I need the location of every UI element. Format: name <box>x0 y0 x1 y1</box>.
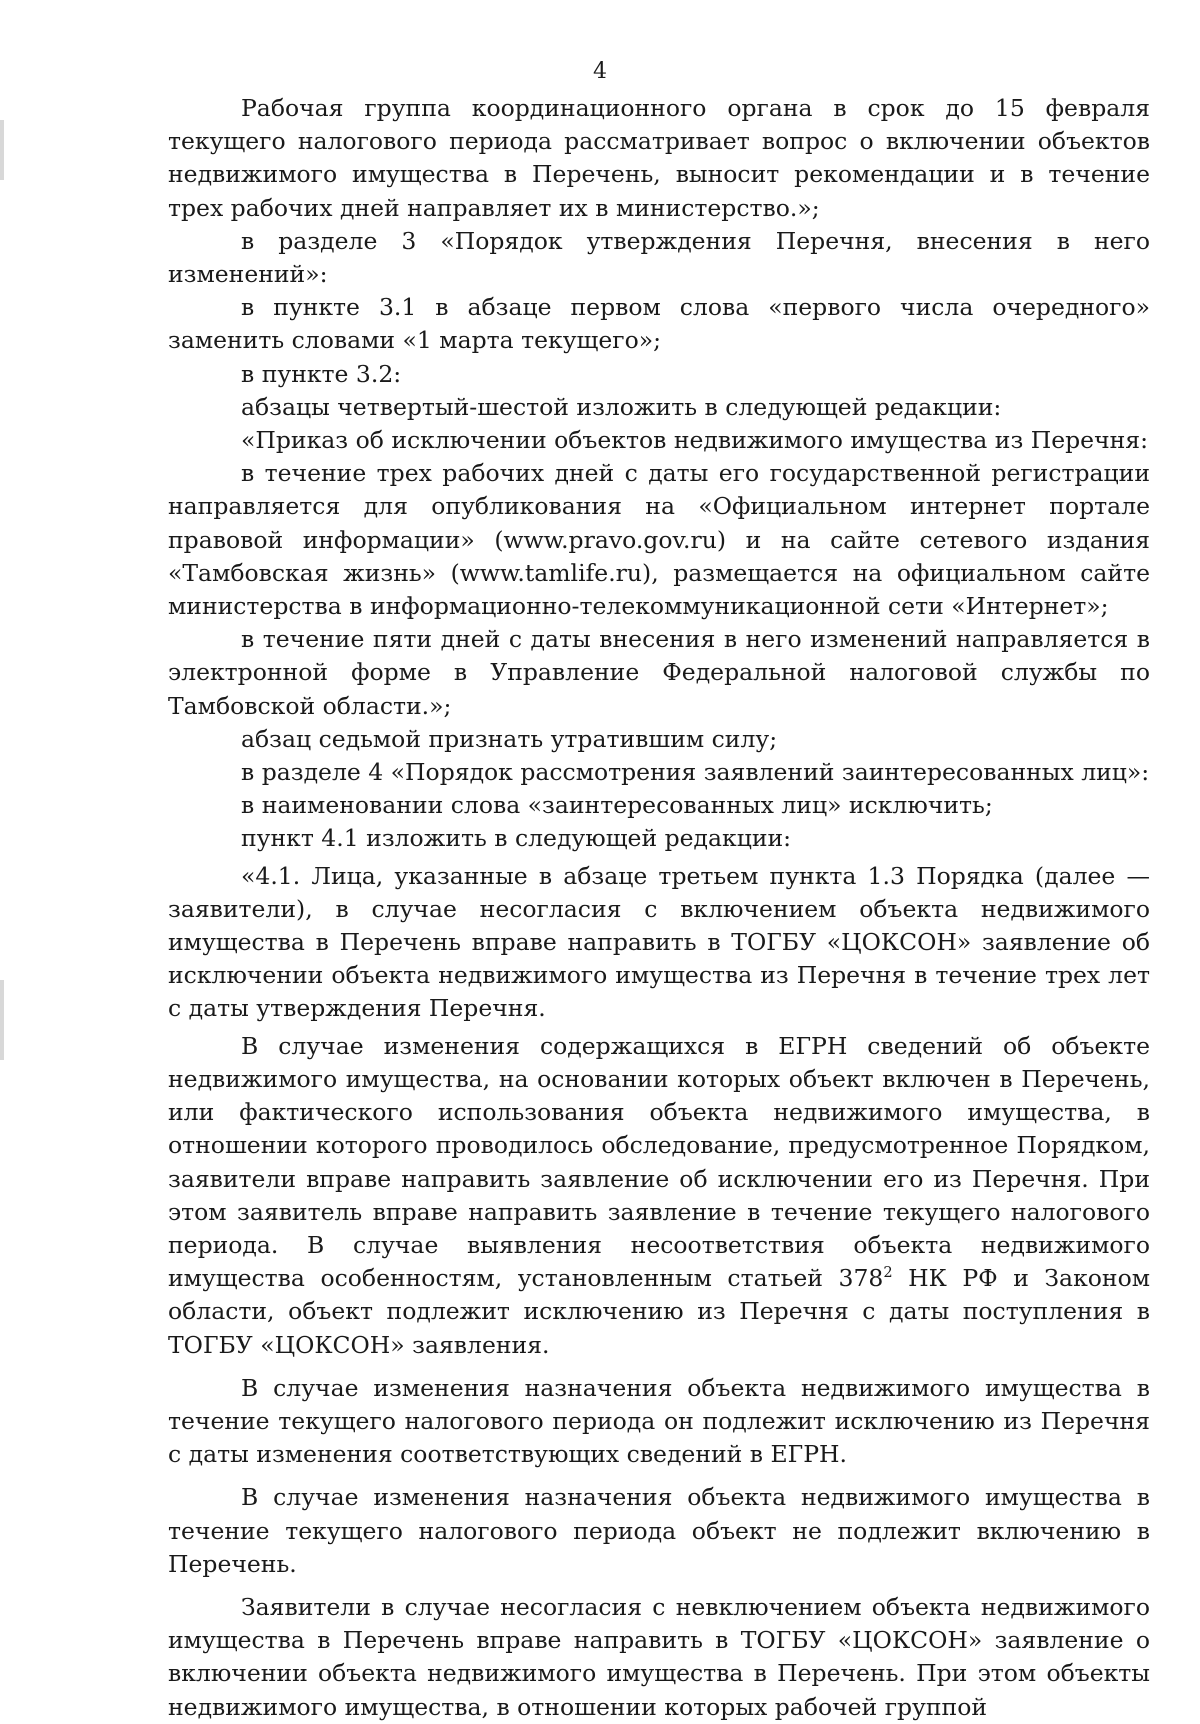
paragraph-text: В случае изменения содержащихся в ЕГРН сведений об объекте недвижимого имущества, на основании которых объект включен в Перечень, или фактического использования объекта недвижимого имущества, в отношении которого проводилось обследование, предусмотренное Порядком, заявители вправе направить заявление об исключении его из Перечня. При этом заявитель вправе направить заявление в течение текущего налогового периода. В случае выявления несоответствия объекта недвижимого имущества особенностям, установленным статьей 378 <box>168 1031 1150 1293</box>
paragraph: абзацы четвертый-шестой изложить в следующей редакции: <box>241 392 1002 421</box>
superscript-index: 2 <box>883 1264 893 1282</box>
paragraph: Рабочая группа координационного органа в срок до 15 февраля текущего налогового периода рассматривает вопрос о включении объектов недвижимого имущества в Перечень, выносит рекомендации и в течение трех рабочих дней направляет их в министерство.»; <box>168 94 1150 222</box>
paragraph: пункт 4.1 изложить в следующей редакции: <box>241 824 792 853</box>
paragraph: «4.1. Лица, указанные в абзаце третьем пункта 1.3 Порядка (далее — заявители), в случае несогласия с включением объекта недвижимого имущества в Перечень вправе направить в ТОГБУ «ЦОКСОН» заявление об исключении объекта недвижимого имущества из Перечня в течение трех лет с даты утверждения Перечня. <box>168 861 1150 1023</box>
scan-edge-mark <box>0 980 4 1060</box>
paragraph-text: НК РФ и Законом области, объект подлежит исключению из Перечня с даты поступления в ТОГБУ «ЦОКСОН» заявления. <box>168 1264 1150 1359</box>
paragraph: Заявители в случае несогласия с невключением объекта недвижимого имущества в Перечень вправе направить в ТОГБУ «ЦОКСОН» заявление о включении объекта недвижимого имущества в Перечень. При этом объекты недвижимого имущества, в отношении которых рабочей группой <box>168 1592 1150 1721</box>
paragraph: абзац седьмой признать утратившим силу; <box>241 724 778 753</box>
paragraph: в разделе 3 «Порядок утверждения Перечня, внесения в него изменений»: <box>168 226 1150 289</box>
page-number: 4 <box>593 59 607 84</box>
paragraph: в пункте 3.2: <box>241 359 402 388</box>
scan-edge-mark <box>0 120 4 180</box>
document-body <box>168 92 1150 1724</box>
paragraph: в наименовании слова «заинтересованных лиц» исключить; <box>241 791 993 820</box>
paragraph: В случае изменения назначения объекта недвижимого имущества в течение текущего налогового периода он подлежит исключению из Перечня с даты изменения соответствующих сведений в ЕГРН. <box>168 1373 1150 1469</box>
paragraph: В случае изменения назначения объекта недвижимого имущества в течение текущего налогового периода объект не подлежит включению в Перечень. <box>168 1483 1150 1578</box>
paragraph-article-reference <box>168 1030 1150 1362</box>
paragraph: в течение трех рабочих дней с даты его государственной регистрации направляется для опубликования на «Официальном интернет портале правовой информации» (www.pravo.gov.ru) и на сайте сетевого издания «Тамбовская жизнь» (www.tamlife.ru), размещается на официальном сайте министерства в информационно-телекоммуникационной сети «Интернет»; <box>168 459 1150 621</box>
paragraph: в разделе 4 «Порядок рассмотрения заявлений заинтересованных лиц»: <box>241 758 1150 787</box>
paragraph: в пункте 3.1 в абзаце первом слова «первого числа очередного» заменить словами «1 марта текущего»; <box>168 293 1150 355</box>
paragraph: в течение пяти дней с даты внесения в него изменений направляется в электронной форме в Управление Федеральной налоговой службы по Тамбовской области.»; <box>168 625 1150 720</box>
paragraph: «Приказ об исключении объектов недвижимого имущества из Перечня: <box>241 426 1149 455</box>
